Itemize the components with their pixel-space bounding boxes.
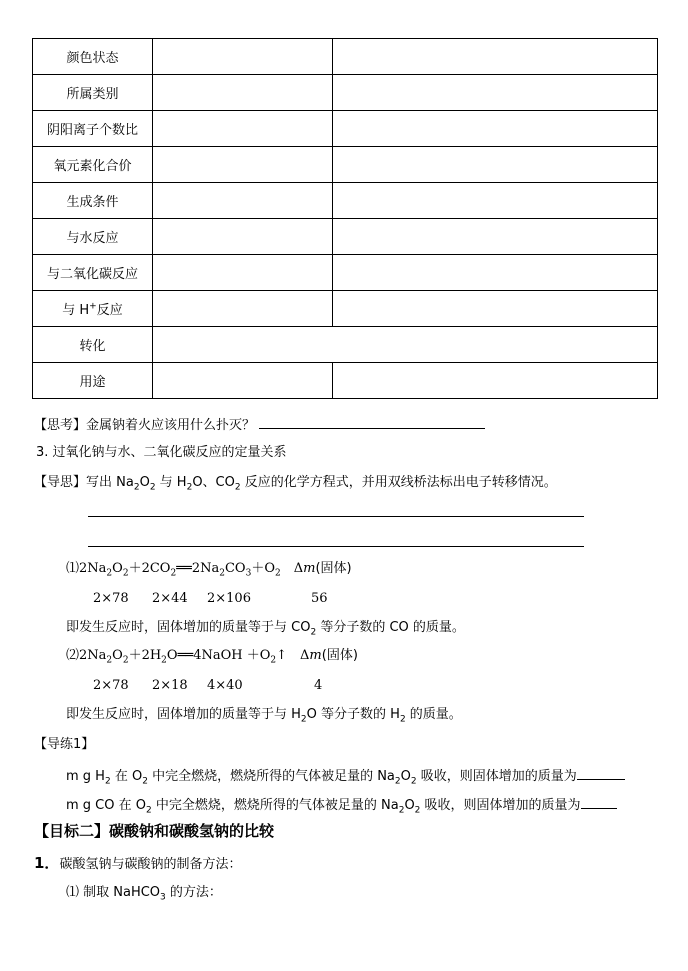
equation-2-coef: 2×18 (152, 678, 188, 693)
practice-question-2: m g CO 在 $O_2$ 中完全燃烧，燃烧所得的气体被足量的 $Na_2O_2$ 吸收，则固体增加的质量为 (66, 795, 617, 814)
answer-line[interactable] (88, 516, 584, 517)
think-answer-blank[interactable] (259, 415, 485, 429)
answer-cell[interactable] (153, 219, 333, 255)
row-label: 阴阳离子个数比 (33, 111, 153, 147)
answer-blank[interactable] (577, 766, 625, 780)
table-row (33, 255, 658, 291)
sub-item-1: ⑴ 制取 NaHCO$_3$ 的方法： (66, 885, 222, 903)
row-label: 与水反应 (33, 219, 153, 255)
answer-cell[interactable] (153, 255, 333, 291)
row-label: 转化 (33, 327, 153, 363)
equation-2-coef: 4×40 (207, 678, 243, 693)
row-label: 与 H+反应 (33, 291, 153, 327)
table-row (33, 147, 658, 183)
equation-1-coef: 2×44 (152, 591, 188, 606)
table-row (33, 219, 658, 255)
properties-table (32, 38, 658, 399)
section-3-title: 3. 过氧化钠与水、二氧化碳反应的定量关系 (36, 445, 287, 460)
row-label: 与二氧化碳反应 (33, 255, 153, 291)
answer-cell[interactable] (333, 291, 658, 327)
equation-2-coef: 4 (314, 678, 323, 693)
row-label: 氧元素化合价 (33, 147, 153, 183)
answer-cell[interactable] (333, 39, 658, 75)
equation-1-coef: 2×106 (207, 591, 251, 606)
answer-cell[interactable] (153, 75, 333, 111)
practice-tag: 【导练1】 (34, 737, 95, 752)
answer-cell[interactable] (153, 291, 333, 327)
row-label: 用途 (33, 363, 153, 399)
answer-cell[interactable] (153, 147, 333, 183)
item-1: 1．碳酸氢钠与碳酸钠的制备方法： (34, 854, 242, 872)
table-row (33, 291, 658, 327)
equation-1-note: 即发生反应时，固体增加的质量等于与 $CO_2$ 等分子数的 CO 的质量。 (66, 620, 465, 638)
equation-2-coef: 2×78 (93, 678, 129, 693)
answer-cell[interactable] (153, 39, 333, 75)
answer-cell-merged[interactable] (153, 327, 658, 363)
answer-cell[interactable] (333, 147, 658, 183)
equation-1: $⑴2Na_2O_2+2CO_2══2Na_2CO_3+O_2$ Δm(固体) (66, 561, 352, 579)
answer-cell[interactable] (333, 363, 658, 399)
goal-2-heading: 【目标二】碳酸钠和碳酸氢钠的比较 (34, 822, 275, 840)
answer-cell[interactable] (333, 255, 658, 291)
table-row (33, 39, 658, 75)
table-row (33, 75, 658, 111)
answer-line[interactable] (88, 546, 584, 547)
answer-cell[interactable] (153, 363, 333, 399)
answer-cell[interactable] (153, 111, 333, 147)
answer-cell[interactable] (153, 183, 333, 219)
table-row (33, 111, 658, 147)
table-row (33, 363, 658, 399)
guide-prompt: 【导思】写出 $Na_2O_2$ 与 $H_2O$、$CO_2$ 反应的化学方程式，并用双线桥法标出电子转移情况。 (34, 475, 557, 493)
equation-1-coef: 56 (311, 591, 328, 606)
think-question: 【思考】金属钠着火应该用什么扑灭？ (34, 415, 485, 434)
row-label: 颜色状态 (33, 39, 153, 75)
practice-question-1: m g $H_2$ 在 $O_2$ 中完全燃烧，燃烧所得的气体被足量的 $Na_2O_2$ 吸收，则固体增加的质量为 (66, 766, 625, 785)
answer-cell[interactable] (333, 75, 658, 111)
row-label: 所属类别 (33, 75, 153, 111)
equation-2-note: 即发生反应时，固体增加的质量等于与 $H_2O$ 等分子数的 $H_2$ 的质量。 (66, 707, 462, 725)
table-row (33, 327, 658, 363)
answer-cell[interactable] (333, 111, 658, 147)
equation-1-coef: 2×78 (93, 591, 129, 606)
answer-cell[interactable] (333, 219, 658, 255)
equation-2: $⑵2Na_2O_2+2H_2O══4NaOH$ $+O_2↑$ Δm(固体) (66, 648, 358, 666)
answer-blank[interactable] (581, 795, 617, 809)
answer-cell[interactable] (333, 183, 658, 219)
table-row (33, 183, 658, 219)
row-label: 生成条件 (33, 183, 153, 219)
